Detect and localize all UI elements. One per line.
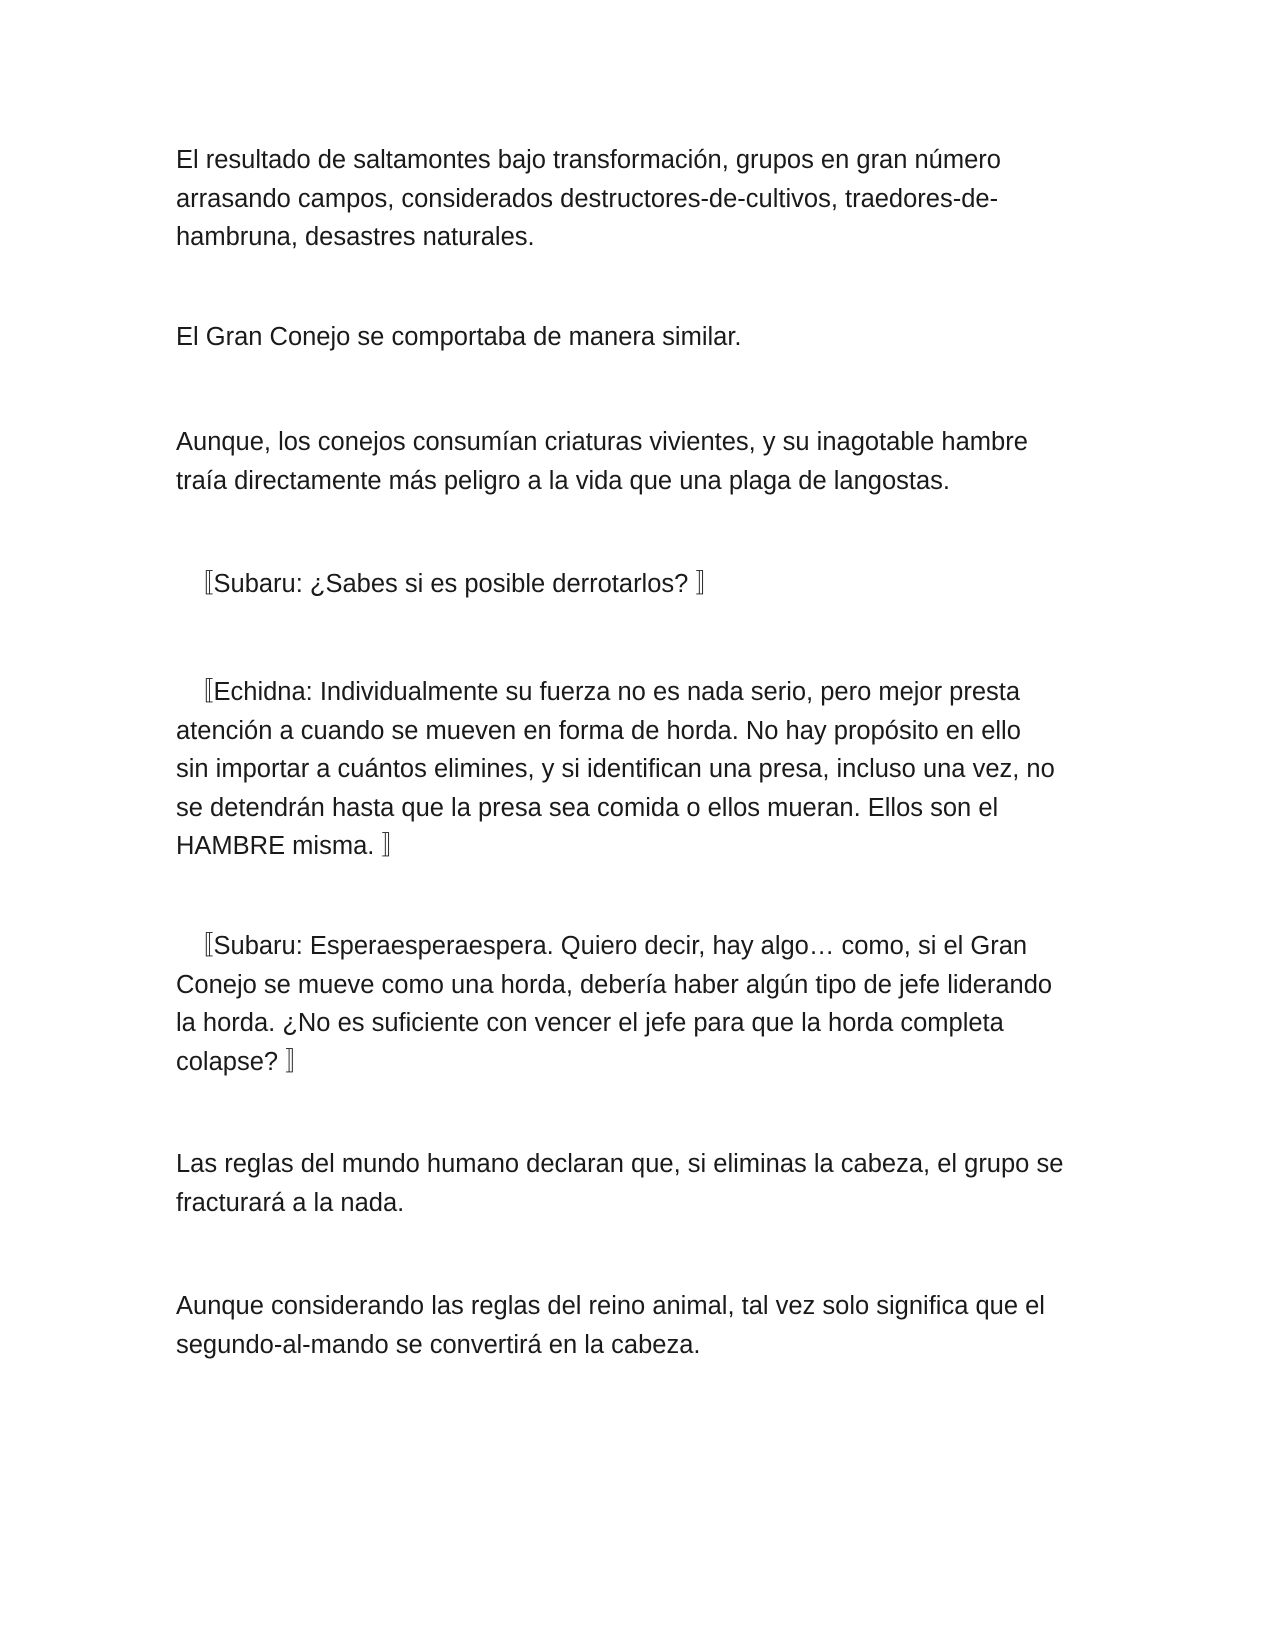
text-line: Las reglas del mundo humano declaran que, si eliminas la cabeza, el grupo se — [176, 1150, 1064, 1178]
text-line: sin importar a cuántos elimines, y si identifican una presa, incluso una vez, no — [176, 755, 1055, 784]
text-line: Aunque, los conejos consumían criaturas vivientes, y su inagotable hambre — [176, 428, 1028, 456]
paragraph-animal-rules — [176, 1287, 1116, 1364]
text-line: la horda. ¿No es suficiente con vencer el jefe para que la horda completa — [176, 1009, 1004, 1038]
text-line: traía directamente más peligro a la vida que una plaga de langostas. — [176, 466, 950, 495]
text-line: hambruna, desastres naturales. — [176, 223, 535, 252]
text-line: segundo-al-mando se convertirá en la cabeza. — [176, 1330, 701, 1359]
text-line: Conejo se mueve como una horda, debería haber algún tipo de jefe liderando — [176, 970, 1053, 999]
text-line: 〚Echidna: Individualmente su fuerza no es nada serio, pero mejor presta — [188, 678, 1021, 706]
text-line: Aunque considerando las reglas del reino animal, tal vez solo significa que el — [176, 1292, 1045, 1320]
text-line: colapse? 〛 — [176, 1047, 311, 1076]
paragraph-locust-description — [176, 141, 1116, 257]
text-line: HAMBRE misma. 〛 — [176, 832, 407, 861]
dialogue-subaru-boss — [176, 927, 1116, 1081]
text-line: se detendrán hasta que la presa sea comida o ellos mueran. Ellos son el — [176, 793, 999, 822]
text-line: arrasando campos, considerados destructores-de-cultivos, traedores-de- — [176, 184, 999, 213]
paragraph-human-rules — [176, 1145, 1116, 1222]
paragraph-rabbits-consume — [176, 423, 1116, 500]
dialogue-subaru-question — [176, 565, 1116, 604]
text-line: atención a cuando se mueven en forma de horda. No hay propósito en ello — [176, 716, 1021, 745]
text-line: El Gran Conejo se comportaba de manera similar. — [176, 323, 742, 351]
paragraph-great-rabbit — [176, 318, 1116, 357]
text-line: fracturará a la nada. — [176, 1188, 405, 1217]
text-line: 〚Subaru: Esperaesperaespera. Quiero decir, hay algo… como, si el Gran — [188, 932, 1028, 960]
text-line: El resultado de saltamontes bajo transformación, grupos en gran número — [176, 146, 1001, 174]
text-line: 〚Subaru: ¿Sabes si es posible derrotarlos? 〛 — [188, 570, 721, 598]
dialogue-echidna-answer — [176, 673, 1116, 866]
